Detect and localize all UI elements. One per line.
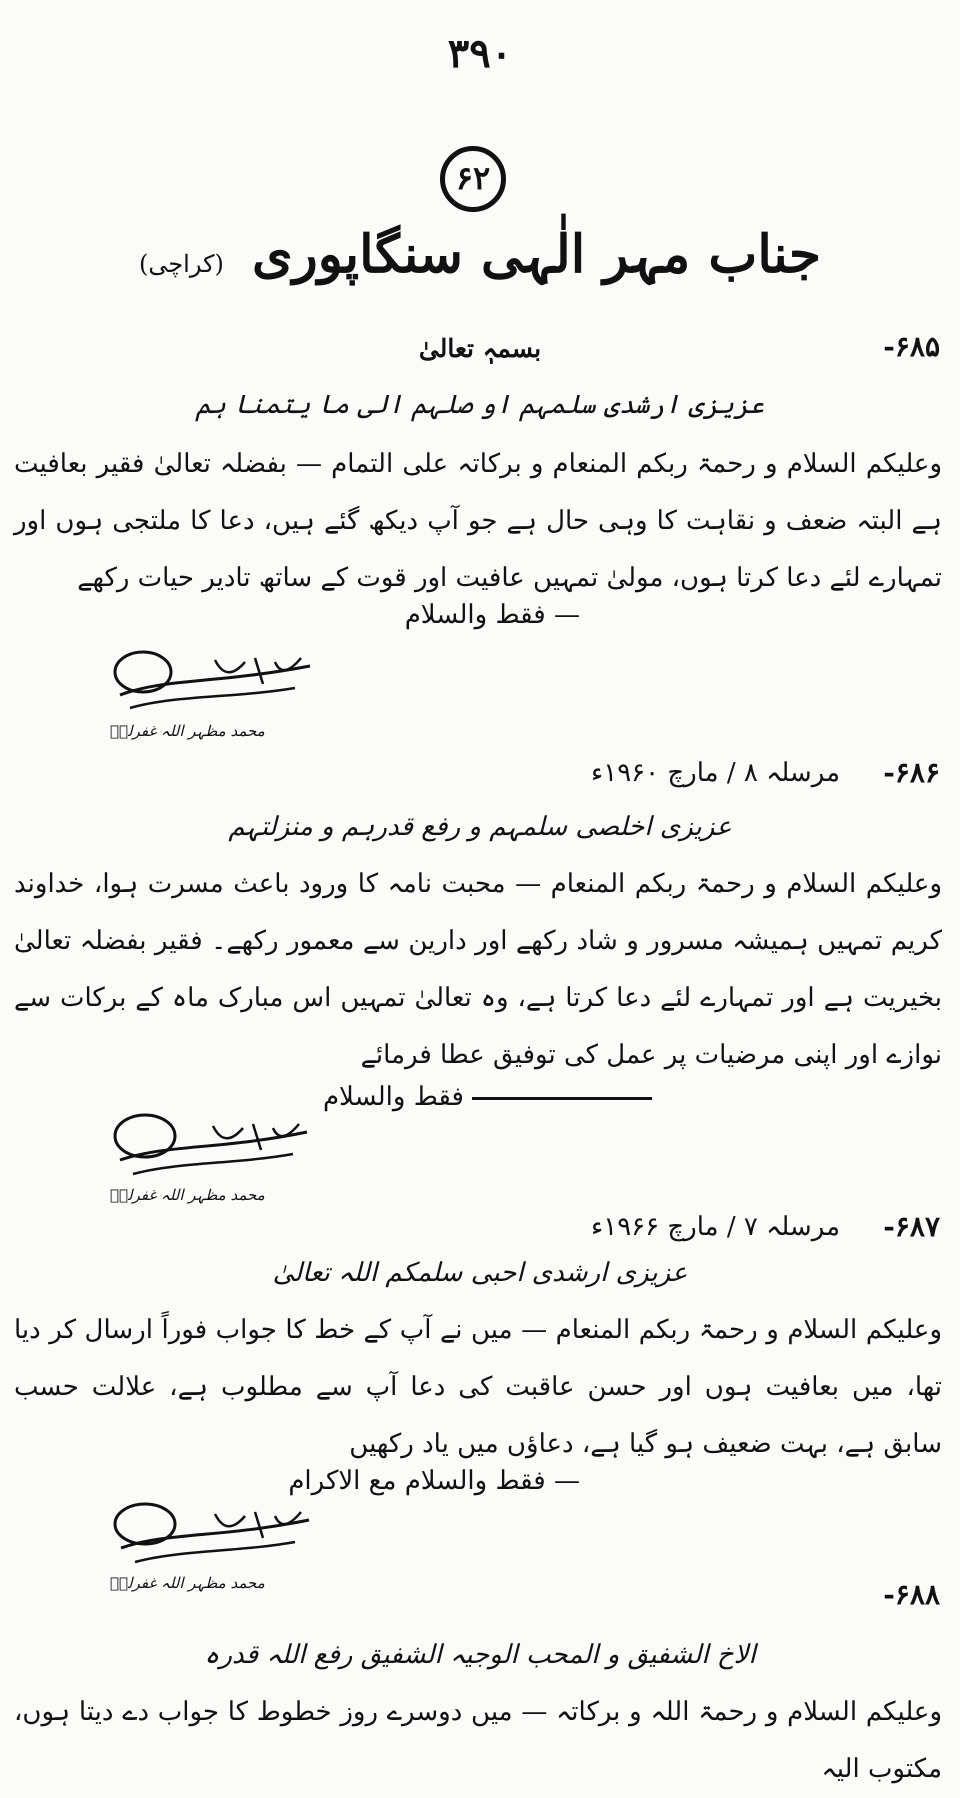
recipient-city: (کراچی) [138, 250, 224, 278]
signature-text: محمد مظہر اللہ غفرلہٗ [110, 1574, 265, 1592]
signature-stamp [95, 1494, 325, 1574]
signature-text: محمد مظہر اللہ غفرلہٗ [110, 1186, 265, 1204]
letter-body: وعلیکم السلام و رحمۃ ربکم المنعام — محبت نامہ کا ورود باعث مسرت ہوا، خداوند کریم تمہیں ہمیشہ مسرور و شاد رکھے اور دارین سے معمور رکھے۔ فقیر بفضلہ تعالیٰ بخیریت ہے اور تمہارے لئے دعا کرتا ہے، وہ تعالیٰ تمہیں اس مبارک ماہ کے برکات سے نوازے اور اپنی مرضیات پر عمل کی توفیق عطا فرمائے [14, 869, 942, 1070]
letter-number: -۶۸۸ [883, 1578, 940, 1611]
letter-number: -۶۸۷ [883, 1210, 940, 1243]
letter-heading: بسمہٖ تعالیٰ [418, 334, 542, 363]
letter-body: وعلیکم السلام و رحمۃ اللہ و برکاتہ — میں دوسرے روز خطوط کا جواب دے دیتا ہوں، مکتوب الیہ [14, 1697, 942, 1784]
recipient-name: جناب مہر الٰہی سنگاپوری [251, 224, 822, 285]
letter-address: عزیزی ارشدی احبی سلمکم اللہ تعالیٰ [272, 1258, 688, 1288]
signature-stamp [95, 640, 325, 720]
letter-address: عزیزی اخلصی سلمہم و رفع قدرہم و منزلتہم [228, 812, 732, 842]
signature-text: محمد مظہر اللہ غفرلہٗ [110, 722, 265, 740]
letter-closing: فقط والسلام [323, 1082, 660, 1112]
letter-group-number-badge: ۶۲ [440, 146, 506, 212]
signature-icon [95, 1494, 325, 1574]
page-title [60, 224, 900, 285]
signature-icon [95, 1104, 325, 1184]
letter-date: مرسلہ ۷ / مارچ ۱۹۶۶ء [591, 1212, 840, 1242]
letter-address: عزیزی ارشدی سلمہم او صلہم الی ما یتمنا ہم [195, 390, 765, 420]
letter-body: وعلیکم السلام و رحمۃ ربکم المنعام و برکاتہ علی التمام — بفضلہ تعالیٰ فقیر بعافیت ہے البتہ ضعف و نقاہت کا وہی حال ہے جو آپ دیکھ گئے ہیں، دعا کا ملتجی ہوں اور تمہارے لئے دعا کرتا ہوں، مولیٰ تمہیں عافیت اور قوت کے ساتھ تادیر حیات رکھے [14, 449, 942, 593]
letter-closing: — فقط والسلام مع الاکرام [288, 1466, 580, 1496]
signature-icon [95, 640, 325, 720]
letter-date: مرسلہ ۸ / مارچ ۱۹۶۰ء [591, 758, 840, 788]
letter-body: وعلیکم السلام و رحمۃ ربکم المنعام — میں نے آپ کے خط کا جواب فوراً ارسال کر دیا تھا، میں بعافیت ہوں اور حسن عاقبت کی دعا آپ سے مطلوب ہے، علالت حسب سابق ہے، بہت ضعیف ہو گیا ہے، دعاؤں میں یاد رکھیں [14, 1315, 942, 1459]
signature-stamp [95, 1104, 325, 1184]
horizontal-rule [472, 1097, 652, 1100]
letter-closing: — فقط والسلام [404, 600, 580, 630]
page-number: ۳۹۰ [447, 30, 513, 77]
letter-address: الاخ الشفیق و المحب الوجیہ الشفیق رفع اللہ قدرہ [204, 1640, 756, 1670]
letter-number: -۶۸۶ [883, 756, 940, 789]
letter-number: -۶۸۵ [883, 330, 940, 363]
